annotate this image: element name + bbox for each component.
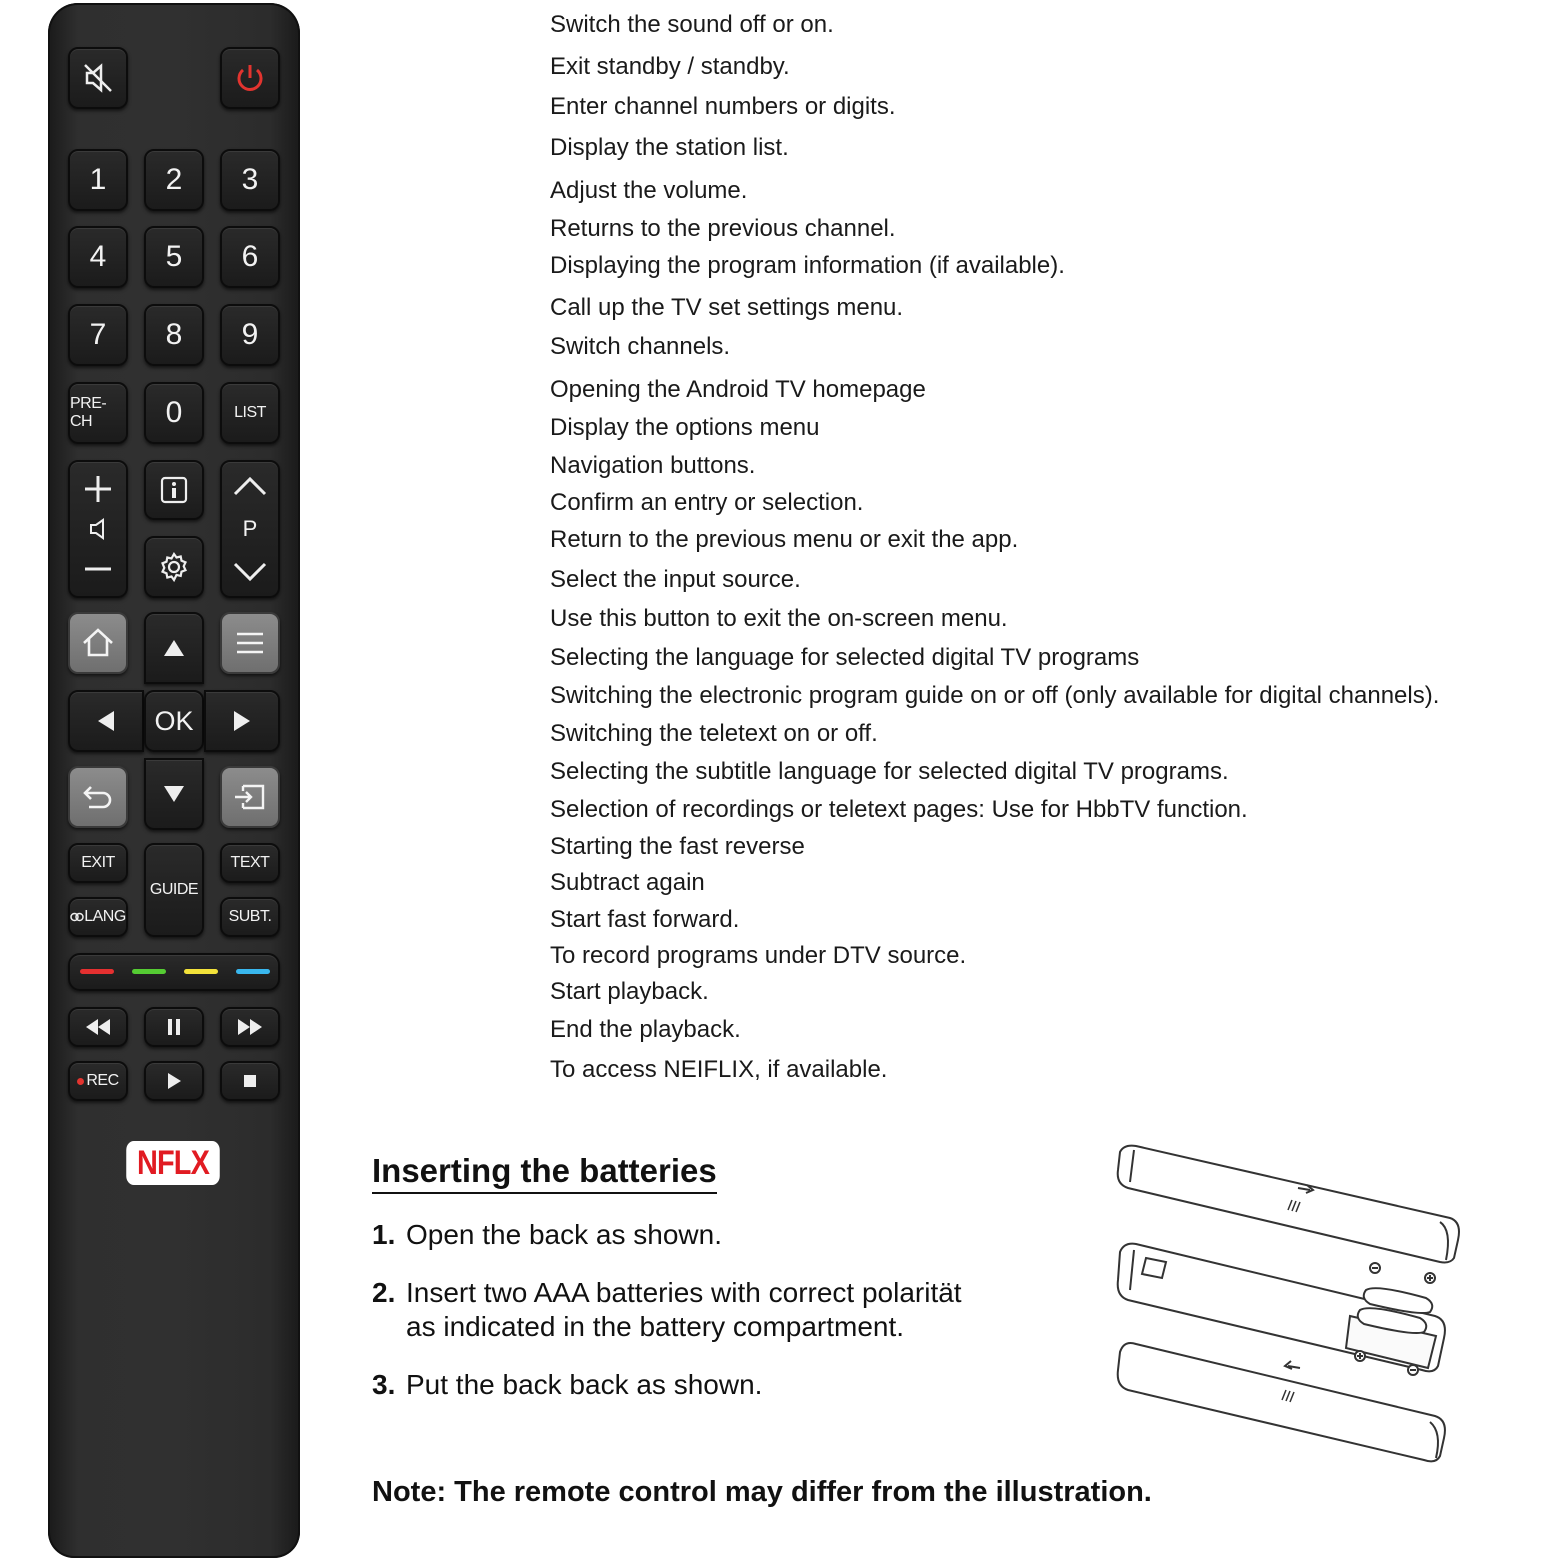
pre-ch-button[interactable]: PRE-CH — [68, 382, 128, 444]
pause-button[interactable] — [144, 1007, 204, 1047]
legend-description: Call up the TV set settings menu. — [550, 294, 904, 321]
legend-description: To record programs under DTV source. — [550, 942, 967, 969]
digit-9-button[interactable]: 9 — [220, 304, 280, 366]
triangle-right-icon — [232, 710, 252, 732]
blue-button[interactable] — [236, 969, 270, 974]
power-icon — [233, 61, 267, 95]
legend-description: Return to the previous menu or exit the app. — [550, 526, 1019, 553]
battery-illustration — [1110, 1140, 1470, 1470]
digit-6-button[interactable]: 6 — [220, 226, 280, 288]
step-number: 2. — [372, 1277, 396, 1308]
legend-description: Switch the sound off or on. — [550, 11, 834, 38]
digit-0-button[interactable]: 0 — [144, 382, 204, 444]
legend-description: Enter channel numbers or digits. — [550, 93, 896, 120]
digit-4-button[interactable]: 4 — [68, 226, 128, 288]
ok-button[interactable]: OK — [144, 690, 204, 752]
mute-button[interactable] — [68, 47, 128, 109]
back-button[interactable] — [68, 766, 128, 828]
pause-icon — [166, 1018, 182, 1036]
channel-label: P — [242, 516, 258, 541]
left-button[interactable] — [68, 690, 144, 752]
plus-icon — [83, 474, 113, 504]
menu-icon — [235, 631, 265, 655]
chevron-down-icon — [233, 562, 267, 582]
stop-icon — [243, 1074, 257, 1088]
legend-description: Start fast forward. — [550, 906, 740, 933]
rec-button[interactable] — [68, 1061, 128, 1101]
mute-icon — [81, 61, 115, 95]
legend-description: Selecting the language for selected digital TV programs — [550, 644, 1140, 671]
legend-description: Display the station list. — [550, 134, 789, 161]
legend-description: Select the input source. — [550, 566, 801, 593]
legend-description: Display the options menu — [550, 414, 820, 441]
legend-description: Switch channels. — [550, 333, 731, 360]
legend-description: Adjust the volume. — [550, 177, 748, 204]
battery-step-2 — [372, 1276, 962, 1344]
text-button[interactable]: TEXT — [220, 843, 280, 883]
triangle-left-icon — [96, 710, 116, 732]
green-button[interactable] — [132, 969, 166, 974]
disclaimer-note: Note: The remote control may differ from the illustration. — [372, 1476, 1152, 1508]
legend-description: Start playback. — [550, 978, 709, 1005]
home-button[interactable] — [68, 612, 128, 674]
legend-description: Displaying the program information (if available). — [550, 252, 1065, 279]
fast-forward-button[interactable] — [220, 1007, 280, 1047]
legend-description: Opening the Android TV homepage — [550, 376, 926, 403]
legend-description: Switching the teletext on or off. — [550, 720, 878, 747]
remote-control — [48, 3, 300, 1558]
right-button[interactable] — [204, 690, 280, 752]
legend-description: End the playback. — [550, 1016, 741, 1043]
play-icon — [166, 1072, 182, 1090]
info-button[interactable] — [144, 460, 204, 520]
lang-icon — [70, 912, 84, 922]
exit-button[interactable]: EXIT — [68, 843, 128, 883]
volume-rocker[interactable] — [68, 460, 128, 598]
step-text: Put the back back as shown. — [406, 1369, 763, 1400]
chevron-up-icon — [233, 476, 267, 496]
source-button[interactable] — [220, 766, 280, 828]
settings-icon — [158, 551, 190, 583]
step-number: 3. — [372, 1369, 396, 1400]
lang-label: LANG — [84, 908, 126, 925]
step-text: Open the back as shown. — [406, 1219, 722, 1250]
channel-rocker[interactable] — [220, 460, 280, 598]
minus-icon — [83, 554, 113, 584]
legend-description: Selection of recordings or teletext pages: Use for HbbTV function. — [550, 796, 1248, 823]
netflix-button[interactable]: NFLX — [126, 1141, 220, 1185]
rewind-button[interactable] — [68, 1007, 128, 1047]
legend-description: Starting the fast reverse — [550, 833, 805, 860]
fast-forward-icon — [237, 1019, 263, 1035]
back-icon — [81, 783, 115, 811]
digit-7-button[interactable]: 7 — [68, 304, 128, 366]
legend-description: Returns to the previous channel. — [550, 215, 896, 242]
legend-description: Use this button to exit the on-screen menu. — [550, 605, 1008, 632]
play-button[interactable] — [144, 1061, 204, 1101]
rec-dot-icon — [77, 1078, 84, 1085]
digit-3-button[interactable]: 3 — [220, 149, 280, 211]
battery-step-1 — [372, 1218, 722, 1252]
list-button[interactable]: LIST — [220, 382, 280, 444]
home-icon — [81, 627, 115, 659]
stop-button[interactable] — [220, 1061, 280, 1101]
triangle-up-icon — [163, 638, 185, 658]
guide-button[interactable]: GUIDE — [144, 843, 204, 937]
legend-description: Exit standby / standby. — [550, 53, 790, 80]
battery-step-3 — [372, 1368, 762, 1402]
step-text-continued: as indicated in the battery compartment. — [406, 1311, 905, 1342]
menu-button[interactable] — [220, 612, 280, 674]
subt-button[interactable]: SUBT. — [220, 897, 280, 937]
lang-button[interactable] — [68, 897, 128, 937]
legend-description: Navigation buttons. — [550, 452, 756, 479]
yellow-button[interactable] — [184, 969, 218, 974]
digit-1-button[interactable]: 1 — [68, 149, 128, 211]
legend-description: Subtract again — [550, 869, 705, 896]
step-text: Insert two AAA batteries with correct polarität — [406, 1277, 962, 1308]
digit-8-button[interactable]: 8 — [144, 304, 204, 366]
legend-description: Selecting the subtitle language for selected digital TV programs. — [550, 758, 1229, 785]
legend-description: To access NEIFLIX, if available. — [550, 1056, 888, 1083]
rec-label: REC — [86, 1072, 119, 1089]
legend-description: Confirm an entry or selection. — [550, 489, 864, 516]
source-icon — [233, 782, 267, 812]
down-button[interactable] — [144, 758, 204, 830]
digit-2-button[interactable]: 2 — [144, 149, 204, 211]
speaker-icon — [88, 518, 108, 540]
batteries-title: Inserting the batteries — [372, 1152, 717, 1194]
rewind-icon — [85, 1019, 111, 1035]
step-number: 1. — [372, 1219, 396, 1250]
triangle-down-icon — [163, 784, 185, 804]
settings-button[interactable] — [144, 536, 204, 598]
red-button[interactable] — [80, 969, 114, 974]
digit-5-button[interactable]: 5 — [144, 226, 204, 288]
up-button[interactable] — [144, 612, 204, 684]
power-button[interactable] — [220, 47, 280, 109]
info-icon — [159, 475, 189, 505]
legend-description: Switching the electronic program guide on or off (only available for digital channels). — [550, 682, 1440, 709]
